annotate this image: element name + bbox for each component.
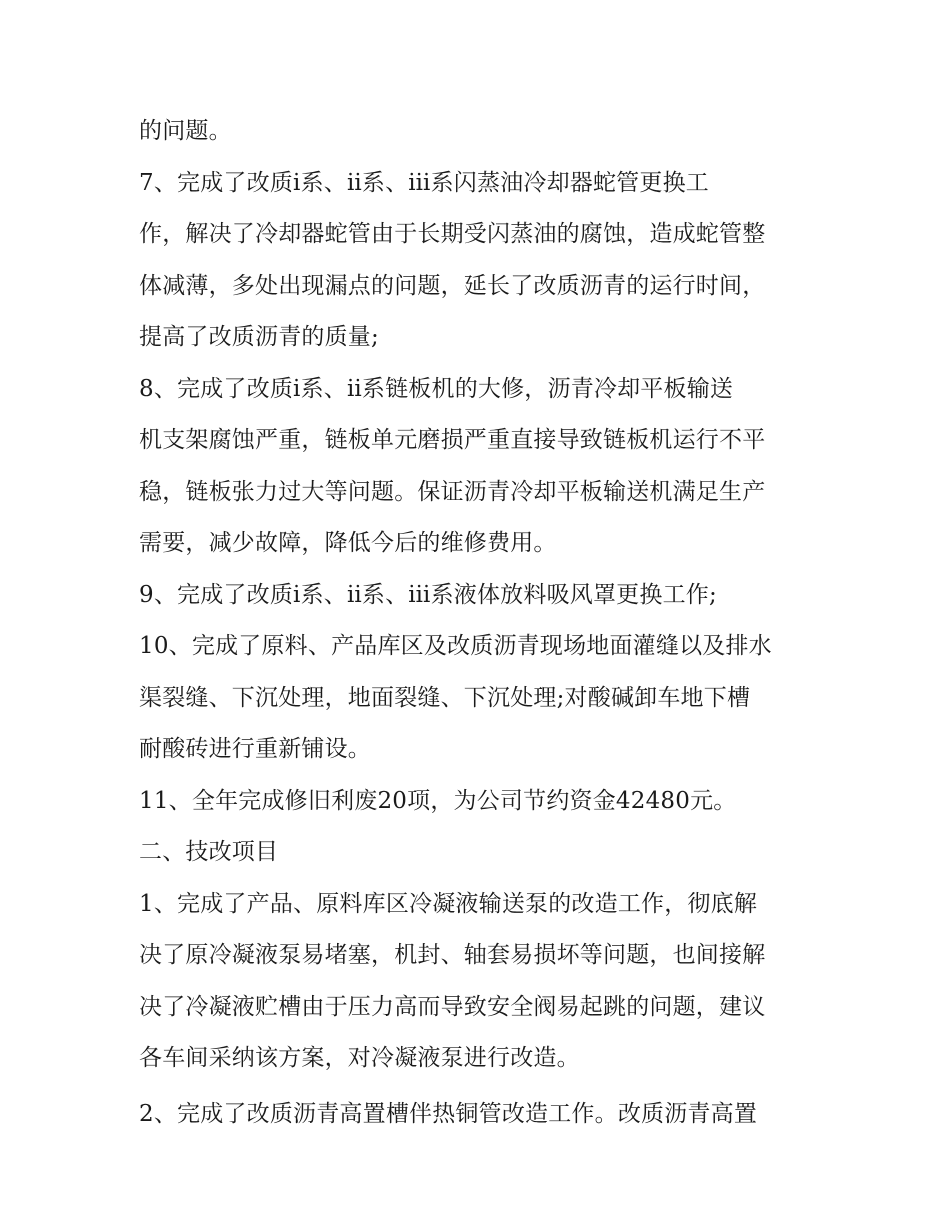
text-line: 体减薄，多处出现漏点的问题，延长了改质沥青的运行时间， (139, 272, 766, 299)
text-line: 提高了改质沥青的质量; (139, 324, 379, 350)
body-text (139, 106, 819, 1140)
text-line: 作，解决了冷却器蛇管由于长期受闪蒸油的腐蚀，造成蛇管整 (139, 221, 766, 247)
text-line: 9、完成了改质ⅰ系、ⅱ系、ⅲ系液体放料吸风罩更换工作; (139, 581, 717, 608)
text-line: 决了原冷凝液泵易堵塞，机封、轴套易损坏等问题，也间接解 (139, 942, 766, 968)
text-line: 7、完成了改质ⅰ系、ⅱ系、ⅲ系闪蒸油冷却器蛇管更换工 (139, 169, 709, 196)
text-line: 渠裂缝、下沉处理，地面裂缝、下沉处理;对酸碱卸车地下槽 (139, 684, 751, 711)
text-line: 稳，链板张力过大等问题。保证沥青冷却平板输送机满足生产 (139, 478, 766, 505)
text-line: 决了冷凝液贮槽由于压力高而导致安全阀易起跳的问题，建议 (139, 993, 766, 1020)
text-line: 耐酸砖进行重新铺设。 (139, 736, 371, 762)
text-line: 10、完成了原料、产品库区及改质沥青现场地面灌缝以及排水 (139, 633, 772, 659)
section-heading: 二、技改项目 (139, 839, 279, 865)
text-line: 1、完成了产品、原料库区冷凝液输送泵的改造工作，彻底解 (139, 890, 758, 917)
text-line: 2、完成了改质沥青高置槽伴热铜管改造工作。改质沥青高置 (139, 1100, 758, 1127)
text-line: 各车间采纳该方案，对冷凝液泵进行改造。 (139, 1045, 580, 1071)
text-line: 需要，减少故障，降低今后的维修费用。 (139, 530, 557, 556)
text-line: 11、全年完成修旧利废20项，为公司节约资金42480元。 (139, 787, 737, 814)
text-line: 8、完成了改质ⅰ系、ⅱ系链板机的大修，沥青冷却平板输送 (139, 375, 734, 402)
text-line: 的问题。 (139, 118, 232, 144)
text-line: 机支架腐蚀严重，链板单元磨损严重直接导致链板机运行不平 (139, 427, 766, 453)
